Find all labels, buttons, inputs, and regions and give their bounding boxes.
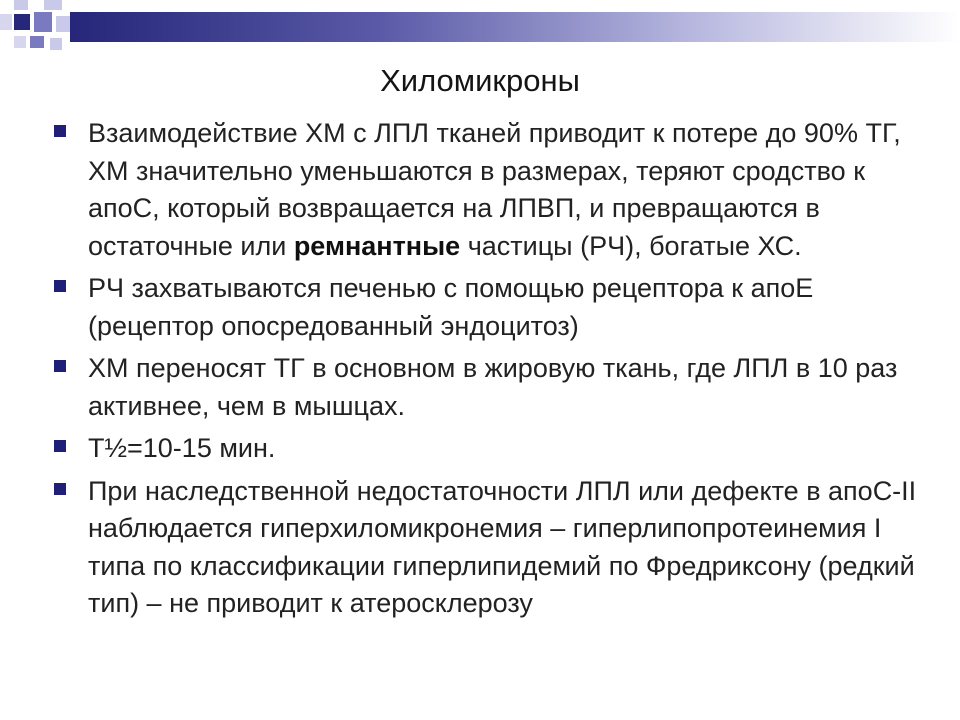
deco-square — [14, 14, 30, 30]
deco-square — [0, 14, 12, 30]
bullet-text: ХМ переносят ТГ в основном в жировую ткань, где ЛПЛ в 10 раз активнее, чем в мышцах. — [88, 353, 898, 421]
deco-square — [34, 12, 52, 32]
bullet-square-icon — [54, 360, 66, 372]
deco-square — [50, 38, 62, 50]
bullet-square-icon — [54, 125, 66, 137]
bullet-square-icon — [54, 280, 66, 292]
list-item — [50, 350, 930, 425]
list-item — [50, 115, 930, 265]
slide-title: Хиломикроны — [380, 63, 580, 98]
deco-square — [30, 36, 44, 48]
bullet-text: РЧ захватываются печенью с помощью рецептора к апоЕ (рецептор опосредованный эндоцитоз) — [88, 273, 814, 341]
header-decoration — [0, 0, 960, 60]
bullet-text: T½=10-15 мин. — [88, 433, 276, 463]
list-item — [50, 270, 930, 345]
bullet-text: частицы (РЧ), богатые ХС. — [460, 230, 802, 261]
bullet-bold-term: ремнантные — [293, 230, 461, 261]
list-item — [50, 430, 930, 468]
deco-square — [56, 16, 70, 32]
bullet-square-icon — [54, 483, 66, 495]
bullet-text: При наследственной недостаточности ЛПЛ или дефекте в апоС-II наблюдается гиперхиломикронемия – гиперлипопротеинемия I типа по классификации гиперлипидемий по Фредриксону (редкий тип) – не приводит к атеросклерозу — [88, 475, 917, 618]
bullet-text: Взаимодействие ХМ с ЛПЛ тканей приводит к потере до 90% ТГ, ХМ значительно уменьшаются в размерах, теряют сродство к апоС, который возвращается на ЛПВП, и превращаются в остаточные или — [88, 118, 901, 261]
bullet-square-icon — [54, 440, 66, 452]
deco-square — [44, 0, 62, 10]
list-item — [50, 473, 930, 623]
bullet-list — [50, 115, 930, 628]
deco-square — [14, 0, 28, 10]
deco-square — [14, 36, 26, 48]
header-gradient-bar — [70, 12, 960, 42]
